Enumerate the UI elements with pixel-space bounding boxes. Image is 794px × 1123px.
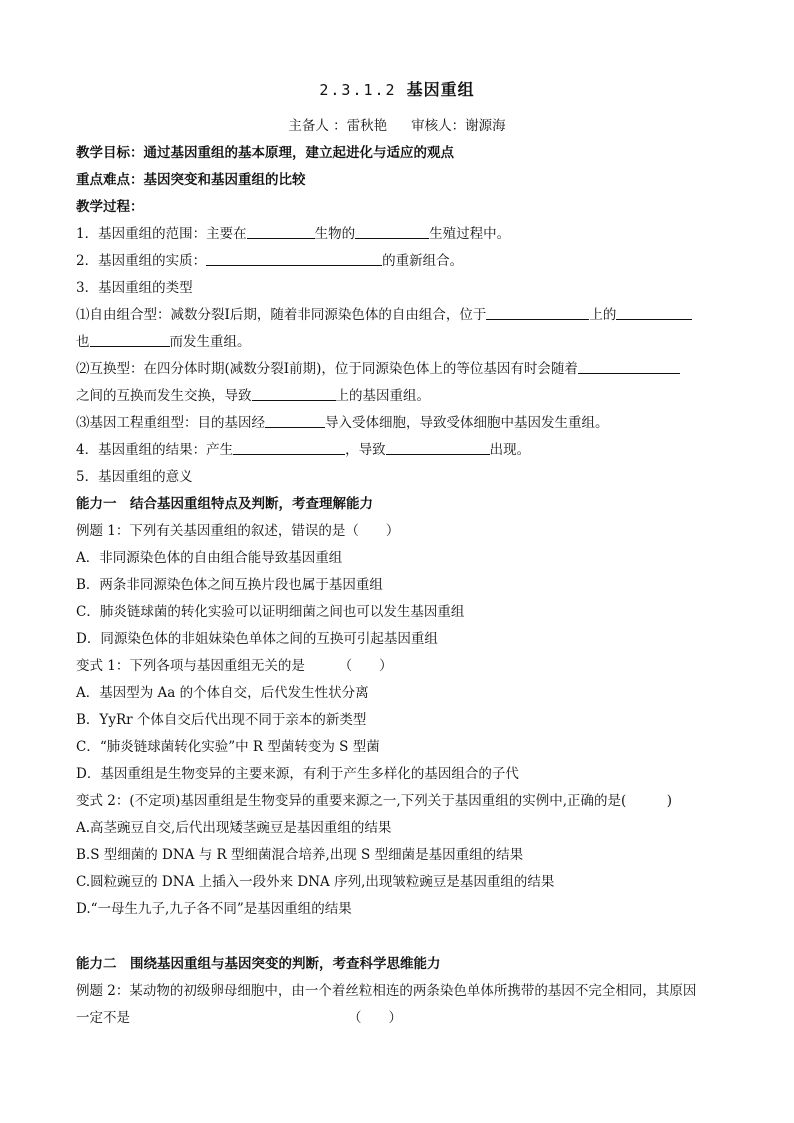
item-3-3-text-a: ⑶基因工程重组型：目的基因经 xyxy=(76,415,265,431)
item-3-1 xyxy=(76,303,692,323)
item-3-3-text-b: 导入受体细胞，导致受体细胞中基因发生重组。 xyxy=(325,415,609,431)
variant-2-option-a[interactable]: A.高茎豌豆自交,后代出现矮茎豌豆是基因重组的结果 xyxy=(76,820,392,836)
example-1-option-a[interactable]: A．非同源染色体的自由组合能导致基因重组 xyxy=(76,550,343,566)
section-heading-1: 能力一 结合基因重组特点及判断，考查理解能力 xyxy=(76,496,373,512)
preparer: 主备人 ：雷秋艳 xyxy=(288,118,388,134)
fill-blank[interactable] xyxy=(265,413,325,428)
fill-blank[interactable] xyxy=(233,440,345,455)
item-1-text-b: 生物的 xyxy=(314,226,356,242)
item-2 xyxy=(76,249,463,269)
item-3-1-cont xyxy=(76,330,251,350)
variant-2-question: 变式 2：(不定项)基因重组是生物变异的重要来源之一,下列关于基因重组的实例中,正确的是( ) xyxy=(76,793,673,809)
item-3-1-text-b: 上的 xyxy=(589,307,617,323)
title-text: 基因重组 xyxy=(406,80,475,99)
example-1-option-c[interactable]: C．肺炎链球菌的转化实验可以证明细菌之间也可以发生基因重组 xyxy=(76,604,465,620)
item-3-3 xyxy=(76,411,609,431)
item-2-text-a: 2．基因重组的实质： xyxy=(76,253,207,269)
item-3-1-text-a: ⑴自由组合型：减数分裂Ⅰ后期，随着非同源染色体的自由组合，位于 xyxy=(76,307,487,323)
item-4-text-c: 出现。 xyxy=(489,442,531,458)
section-heading-2: 能力二 围绕基因重组与基因突变的判断，考查科学思维能力 xyxy=(76,956,441,972)
fill-blank[interactable] xyxy=(206,251,382,266)
example-1-option-d[interactable]: D．同源染色体的非姐妹染色单体之间的互换可引起基因重组 xyxy=(76,631,438,647)
item-3-2 xyxy=(76,357,680,377)
item-1 xyxy=(76,222,510,242)
reviewer: 审核人：谢源海 xyxy=(411,118,506,134)
section-number: 2.3.1.2 xyxy=(319,81,397,99)
example-2-question: 例题 2：某动物的初级卵母细胞中，由一个着丝粒相连的两条染色单体所携带的基因不完全相同，其原因 xyxy=(76,983,697,999)
fill-blank[interactable] xyxy=(247,224,315,239)
variant-1-question: 变式 1：下列各项与基因重组无关的是 （ ） xyxy=(76,658,393,674)
variant-1-option-c[interactable]: C．“肺炎链球菌转化实验”中 R 型菌转变为 S 型菌 xyxy=(76,739,380,755)
key-difficulty: 重点难点：基因突变和基因重组的比较 xyxy=(76,172,306,188)
teaching-goal: 教学目标：通过基因重组的基本原理，建立起进化与适应的观点 xyxy=(76,145,454,161)
variant-2-option-c[interactable]: C.圆粒豌豆的 DNA 上插入一段外来 DNA 序列,出现皱粒豌豆是基因重组的结果 xyxy=(76,874,555,890)
fill-blank[interactable] xyxy=(90,332,170,347)
item-1-text-a: 1．基因重组的范围：主要在 xyxy=(76,226,247,242)
variant-2-option-b[interactable]: B.S 型细菌的 DNA 与 R 型细菌混合培养,出现 S 型细菌是基因重组的结果 xyxy=(76,847,524,863)
fill-blank[interactable] xyxy=(616,305,692,320)
item-3-1-text-c: 也 xyxy=(76,334,90,350)
item-3: 3．基因重组的类型 xyxy=(76,280,193,296)
item-3-2-cont xyxy=(76,384,430,404)
item-2-text-b: 的重新组合。 xyxy=(382,253,464,269)
fill-blank[interactable] xyxy=(486,305,589,320)
variant-2-option-d[interactable]: D.“一母生九子,九子各不同”是基因重组的结果 xyxy=(76,901,352,917)
variant-1-option-b[interactable]: B．YyRr 个体自交后代出现不同于亲本的新类型 xyxy=(76,712,367,728)
answer-paren: （ ） xyxy=(348,1010,402,1026)
item-4 xyxy=(76,438,530,458)
fill-blank[interactable] xyxy=(386,440,490,455)
fill-blank[interactable] xyxy=(252,386,336,401)
page-title xyxy=(0,77,794,100)
example-2-question-cont xyxy=(76,1006,402,1026)
item-5: 5．基因重组的意义 xyxy=(76,469,193,485)
item-3-2-text-b: 之间的互换而发生交换，导致 xyxy=(76,388,252,404)
example-1-option-b[interactable]: B．两条非同源染色体之间互换片段也属于基因重组 xyxy=(76,577,383,593)
fill-blank[interactable] xyxy=(355,224,429,239)
variant-1-option-d[interactable]: D．基因重组是生物变异的主要来源，有利于产生多样化的基因组合的子代 xyxy=(76,766,519,782)
teaching-process: 教学过程： xyxy=(76,199,144,215)
item-3-2-text-a: ⑵互换型：在四分体时期(减数分裂Ⅰ前期)，位于同源染色体上的等位基因有时会随着 xyxy=(76,361,578,377)
example-2-text: 一定不是 xyxy=(76,1010,130,1026)
item-4-text-b: ，导致 xyxy=(345,442,386,458)
item-4-text-a: 4．基因重组的结果：产生 xyxy=(76,442,234,458)
item-3-1-text-d: 而发生重组。 xyxy=(169,334,251,350)
example-1-question: 例题 1：下列有关基因重组的叙述，错误的是（ ） xyxy=(76,523,400,539)
fill-blank[interactable] xyxy=(578,359,680,374)
item-1-text-c: 生殖过程中。 xyxy=(429,226,511,242)
variant-1-option-a[interactable]: A．基因型为 Aa 的个体自交，后代发生性状分离 xyxy=(76,685,369,701)
byline xyxy=(0,114,794,134)
item-3-2-text-c: 上的基因重组。 xyxy=(335,388,430,404)
